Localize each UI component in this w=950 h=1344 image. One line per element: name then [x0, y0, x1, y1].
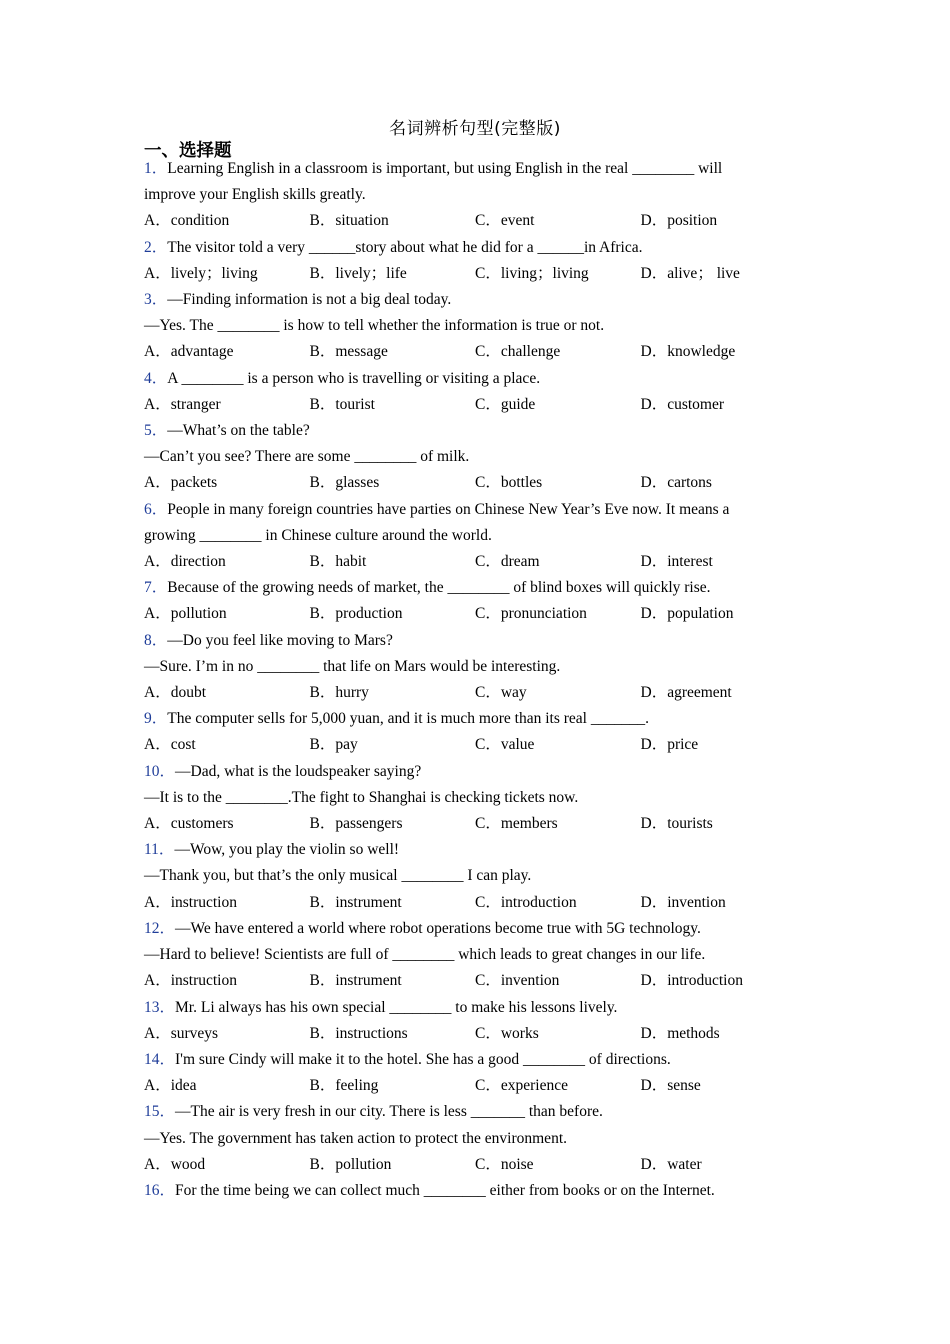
question-text: Because of the growing needs of market, the ________ of blind boxes will quickly rise.: [167, 579, 711, 597]
answer-option: C．invention: [475, 972, 560, 990]
question-number: 14．: [144, 1050, 176, 1068]
answer-option: B．instructions: [309, 1024, 408, 1042]
question-line: [144, 1099, 794, 1125]
question-number: 1．: [144, 160, 168, 177]
answer-option: B．lively；life: [309, 264, 407, 282]
answer-option: C．introduction: [475, 893, 577, 911]
question-text: —The air is very fresh in our city. There is less _______ than before.: [175, 1103, 603, 1121]
answer-option: D．population: [640, 605, 734, 623]
answer-option: A．customers: [144, 815, 234, 833]
question-text: improve your English skills greatly.: [144, 186, 366, 204]
question-number: 11．: [144, 841, 175, 859]
answer-option: A．direction: [144, 553, 226, 571]
question-item: [144, 628, 794, 707]
answer-option: B．feeling: [309, 1077, 379, 1095]
question-text: A ________ is a person who is travelling or visiting a place.: [167, 369, 541, 387]
answer-option: C．members: [475, 815, 558, 833]
answer-option: A．advantage: [144, 343, 234, 361]
answer-options: [144, 732, 794, 758]
question-text: —Yes. The government has taken action to protect the environment.: [144, 1129, 567, 1147]
question-text: —Wow, you play the violin so well!: [174, 841, 400, 859]
question-item: [144, 287, 794, 366]
question-item: [144, 366, 794, 418]
question-line: [144, 628, 794, 654]
answer-option: B．production: [309, 605, 403, 623]
answer-option: C．works: [475, 1024, 539, 1042]
answer-option: B．habit: [309, 553, 367, 571]
answer-option: B．pay: [309, 736, 358, 754]
question-text: —What’s on the table?: [167, 422, 310, 440]
question-text: —Can’t you see? There are some ________ of milk.: [144, 448, 470, 466]
answer-option: D．introduction: [640, 972, 743, 990]
answer-options: [144, 968, 794, 994]
answer-option: C．living；living: [475, 264, 589, 282]
question-text: I'm sure Cindy will make it to the hotel. She has a good ________ of directions.: [175, 1050, 671, 1068]
answer-option: D．price: [640, 736, 699, 754]
question-number: 8．: [144, 631, 168, 649]
question-text: People in many foreign countries have parties on Chinese New Year’s Eve now. It means a: [167, 500, 730, 518]
answer-option: A．surveys: [144, 1024, 219, 1042]
answer-option: A．doubt: [144, 684, 207, 702]
answer-option: D．position: [640, 212, 718, 230]
question-line: [144, 995, 794, 1021]
answer-option: C．value: [475, 736, 535, 754]
question-text: —Thank you, but that’s the only musical ________ I can play.: [144, 867, 532, 885]
answer-option: C．bottles: [475, 474, 543, 492]
question-text: —Dad, what is the loudspeaker saying?: [175, 762, 422, 780]
answer-option: C．challenge: [475, 343, 561, 361]
answer-option: A．stranger: [144, 395, 221, 413]
question-number: 6．: [144, 500, 168, 518]
section-heading: 一、选择题: [144, 141, 232, 161]
question-line: [144, 942, 794, 968]
answer-option: C．event: [475, 212, 535, 230]
answer-option: A．packets: [144, 474, 218, 492]
answer-options: [144, 549, 794, 575]
answer-option: B．situation: [309, 212, 389, 230]
answer-option: D．interest: [640, 553, 713, 571]
question-line: [144, 785, 794, 811]
question-line: [144, 156, 794, 182]
question-line: [144, 759, 794, 785]
answer-option: B．instrument: [309, 972, 402, 990]
question-line: [144, 654, 794, 680]
answer-option: A．instruction: [144, 972, 237, 990]
answer-option: D．sense: [640, 1077, 701, 1095]
question-text: —Yes. The ________ is how to tell whether the information is true or not.: [144, 317, 605, 335]
answer-options: [144, 680, 794, 706]
question-number: 3．: [144, 291, 168, 309]
question-item: [144, 235, 794, 287]
answer-option: A．pollution: [144, 605, 227, 623]
question-number: 12．: [144, 919, 176, 937]
answer-options: [144, 261, 794, 287]
answer-options: [144, 1021, 794, 1047]
question-text: —Hard to believe! Scientists are full of ________ which leads to great changes in our life.: [144, 946, 706, 964]
question-item: [144, 916, 794, 995]
answer-options: [144, 470, 794, 496]
question-list: [144, 156, 794, 1204]
question-line: [144, 287, 794, 313]
answer-options: [144, 392, 794, 418]
question-number: 7．: [144, 579, 168, 597]
answer-option: A．idea: [144, 1077, 197, 1095]
question-line: [144, 444, 794, 470]
question-text: Mr. Li always has his own special ________ to make his lessons lively.: [175, 998, 618, 1016]
question-number: 2．: [144, 238, 168, 256]
question-number: 13．: [144, 998, 176, 1016]
answer-options: [144, 601, 794, 627]
answer-option: B．glasses: [309, 474, 380, 492]
question-text: growing ________ in Chinese culture around the world.: [144, 526, 492, 544]
question-line: [144, 1178, 794, 1204]
answer-options: [144, 1073, 794, 1099]
question-item: [144, 497, 794, 576]
question-item: [144, 156, 794, 235]
question-number: 4．: [144, 369, 168, 387]
answer-option: C．pronunciation: [475, 605, 587, 623]
question-line: [144, 497, 794, 523]
answer-option: A．lively；living: [144, 264, 258, 282]
answer-option: C．noise: [475, 1155, 534, 1173]
answer-option: B．pollution: [309, 1155, 392, 1173]
question-text: —Finding information is not a big deal today.: [167, 291, 452, 309]
answer-option: D．customer: [640, 395, 725, 413]
question-line: [144, 863, 794, 889]
question-text: —It is to the ________.The fight to Shanghai is checking tickets now.: [144, 788, 579, 806]
answer-option: C．way: [475, 684, 527, 702]
question-line: [144, 366, 794, 392]
answer-option: B．message: [309, 343, 388, 361]
answer-options: [144, 890, 794, 916]
question-item: [144, 418, 794, 497]
question-number: 9．: [144, 710, 168, 728]
question-text: The computer sells for 5,000 yuan, and it is much more than its real _______.: [167, 710, 649, 728]
answer-option: C．guide: [475, 395, 536, 413]
answer-option: D．cartons: [640, 474, 712, 492]
question-text: For the time being we can collect much ________ either from books or on the Internet.: [175, 1181, 715, 1199]
question-text: The visitor told a very ______story about what he did for a ______in Africa.: [167, 238, 643, 256]
question-line: [144, 837, 794, 863]
question-line: [144, 418, 794, 444]
question-item: [144, 706, 794, 758]
answer-option: B．hurry: [309, 684, 369, 702]
document-title: 名词辨析句型(完整版): [389, 119, 561, 139]
question-text: —Do you feel like moving to Mars?: [167, 631, 393, 649]
question-line: [144, 182, 794, 208]
question-item: [144, 759, 794, 838]
question-number: 10．: [144, 762, 176, 780]
answer-option: A．wood: [144, 1155, 206, 1173]
question-item: [144, 1047, 794, 1099]
question-item: [144, 1099, 794, 1178]
question-line: [144, 916, 794, 942]
answer-option: C．experience: [475, 1077, 568, 1095]
answer-option: D．alive； live: [640, 264, 740, 282]
answer-option: B．tourist: [309, 395, 375, 413]
answer-option: D．knowledge: [640, 343, 736, 361]
answer-option: A．condition: [144, 212, 230, 230]
answer-option: B．passengers: [309, 815, 403, 833]
answer-option: D．methods: [640, 1024, 720, 1042]
answer-option: C．dream: [475, 553, 540, 571]
answer-options: [144, 1152, 794, 1178]
question-line: [144, 235, 794, 261]
question-text: —We have entered a world where robot operations become true with 5G technology.: [175, 919, 701, 937]
answer-option: D．water: [640, 1155, 702, 1173]
answer-option: B．instrument: [309, 893, 402, 911]
question-line: [144, 1126, 794, 1152]
question-line: [144, 575, 794, 601]
question-line: [144, 523, 794, 549]
question-line: [144, 313, 794, 339]
question-line: [144, 706, 794, 732]
answer-options: [144, 811, 794, 837]
question-number: 15．: [144, 1103, 176, 1121]
question-line: [144, 1047, 794, 1073]
question-number: 5．: [144, 422, 168, 440]
question-text: —Sure. I’m in no ________ that life on Mars would be interesting.: [144, 657, 561, 675]
answer-options: [144, 208, 794, 234]
answer-option: A．instruction: [144, 893, 237, 911]
question-number: 16．: [144, 1181, 176, 1199]
answer-option: D．invention: [640, 893, 726, 911]
question-item: [144, 837, 794, 916]
question-item: [144, 1178, 794, 1204]
answer-option: D．tourists: [640, 815, 713, 833]
question-text: Learning English in a classroom is important, but using English in the real ________ will: [167, 160, 723, 177]
answer-option: D．agreement: [640, 684, 732, 702]
answer-option: A．cost: [144, 736, 196, 754]
question-item: [144, 575, 794, 627]
answer-options: [144, 339, 794, 365]
question-item: [144, 995, 794, 1047]
